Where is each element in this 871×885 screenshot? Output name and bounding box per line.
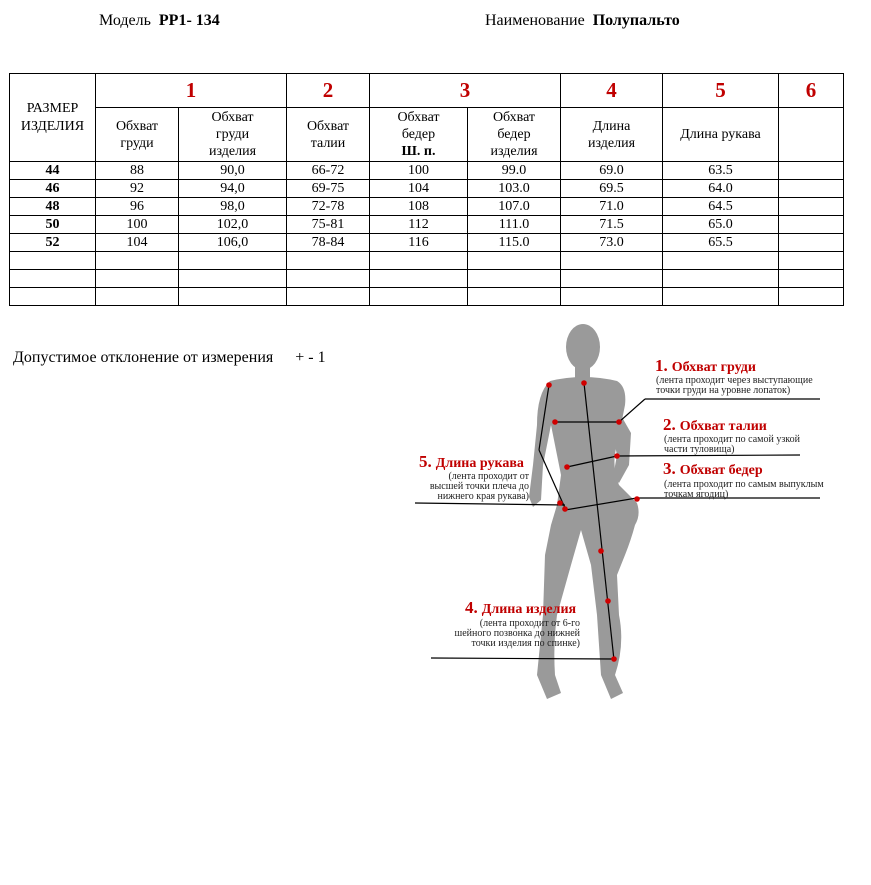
table-row: [10, 180, 844, 198]
value-cell: [287, 252, 370, 270]
size-cell: [10, 288, 96, 306]
column-header-line: Обхват: [115, 118, 159, 134]
value-cell: [179, 252, 287, 270]
annotation-number: 2.: [663, 415, 676, 434]
size-header: РАЗМЕР ИЗДЕЛИЯ: [20, 100, 85, 134]
column-header: [779, 108, 844, 162]
value-cell: 75-81: [287, 216, 370, 234]
value-cell: 90,0: [179, 162, 287, 180]
group-number-1: 1: [96, 74, 287, 108]
value-cell: [779, 252, 844, 270]
column-header-row: [10, 108, 844, 162]
column-header-line: Обхват: [492, 110, 536, 125]
table-row: [10, 252, 844, 270]
column-header: [663, 108, 779, 162]
table-row: [10, 198, 844, 216]
value-cell: 65.5: [663, 234, 779, 252]
column-header-line: талии: [310, 135, 346, 151]
group-number-6: 6: [779, 74, 844, 108]
group-number-5: 5: [663, 74, 779, 108]
column-header-line: бедер: [497, 127, 531, 142]
value-cell: 73.0: [561, 234, 663, 252]
value-cell: 115.0: [468, 234, 561, 252]
value-cell: [287, 270, 370, 288]
annotation-number: 1.: [655, 356, 668, 375]
model-header: [99, 12, 220, 30]
annotation-title: Длина рукава: [435, 456, 524, 471]
table-row: [10, 288, 844, 306]
table-row: [10, 162, 844, 180]
column-header-line: груди: [120, 135, 154, 151]
value-cell: [561, 288, 663, 306]
value-cell: [96, 270, 179, 288]
annotation-chest: [655, 356, 813, 396]
annotation-waist: [663, 415, 801, 455]
annotation-title: Обхват груди: [671, 360, 756, 375]
svg-text:1. Обхват груди: [655, 356, 756, 375]
value-cell: [779, 234, 844, 252]
size-cell: [10, 252, 96, 270]
column-header-line: бедер: [401, 127, 436, 142]
annotation-hips: [663, 459, 824, 500]
annotation-sub: (лента проходит через выступающие: [656, 375, 813, 386]
value-cell: [96, 252, 179, 270]
value-cell: 98,0: [179, 198, 287, 216]
value-cell: 94,0: [179, 180, 287, 198]
value-cell: [468, 252, 561, 270]
value-cell: [779, 288, 844, 306]
column-header-line: Длина: [592, 118, 631, 134]
size-table: [9, 73, 844, 306]
value-cell: 69.0: [561, 162, 663, 180]
value-cell: 100: [370, 162, 468, 180]
tolerance-value: + - 1: [295, 349, 326, 366]
column-header: [287, 108, 370, 162]
annotation-sub: части туловища): [664, 444, 735, 455]
annotation-sub: высшей точки плеча до: [429, 481, 529, 492]
value-cell: 104: [96, 234, 179, 252]
value-cell: 88: [96, 162, 179, 180]
group-number-4: 4: [561, 74, 663, 108]
group-number-3: 3: [370, 74, 561, 108]
value-cell: 108: [370, 198, 468, 216]
size-cell: 48: [10, 198, 96, 216]
value-cell: 71.0: [561, 198, 663, 216]
value-cell: 64.5: [663, 198, 779, 216]
value-cell: 112: [370, 216, 468, 234]
group-number-2: 2: [287, 74, 370, 108]
value-cell: [370, 252, 468, 270]
annotation-sub: (лента проходит от 6-го: [479, 618, 580, 629]
value-cell: [370, 288, 468, 306]
value-cell: 69.5: [561, 180, 663, 198]
column-header-line: изделия: [587, 135, 636, 151]
table-row: [10, 216, 844, 234]
name-value: Полупальто: [592, 12, 680, 29]
value-cell: [468, 270, 561, 288]
column-header: [96, 108, 179, 162]
value-cell: 64.0: [663, 180, 779, 198]
annotation-sleeve: [419, 452, 530, 502]
value-cell: 78-84: [287, 234, 370, 252]
value-cell: [561, 270, 663, 288]
value-cell: 107.0: [468, 198, 561, 216]
annotation-length: [455, 598, 581, 649]
column-header: [561, 108, 663, 162]
value-cell: 103.0: [468, 180, 561, 198]
column-header-line: Обхват: [306, 118, 350, 134]
column-header-line: изделия: [490, 144, 538, 159]
value-cell: [561, 252, 663, 270]
value-cell: 66-72: [287, 162, 370, 180]
value-cell: [779, 180, 844, 198]
annotation-sub: точки изделия по спинке): [471, 638, 580, 649]
annotation-sub: (лента проходит по самой узкой: [664, 434, 800, 445]
annotation-title: Обхват бедер: [679, 463, 763, 478]
model-label: Модель: [99, 12, 151, 29]
annotation-sub: точкам ягодиц): [664, 489, 729, 500]
column-header-line: Обхват: [397, 110, 440, 125]
tolerance-label: Допустимое отклонение от измерения: [13, 349, 274, 366]
svg-text:3. Обхват бедер: [663, 459, 763, 478]
value-cell: 69-75: [287, 180, 370, 198]
annotation-number: 4.: [465, 598, 478, 617]
value-cell: 96: [96, 198, 179, 216]
value-cell: 102,0: [179, 216, 287, 234]
value-cell: [779, 198, 844, 216]
value-cell: [96, 288, 179, 306]
size-cell: 52: [10, 234, 96, 252]
table-row: [10, 270, 844, 288]
table-row: [10, 234, 844, 252]
value-cell: [179, 270, 287, 288]
value-cell: [468, 288, 561, 306]
svg-text:2. Обхват талии: [663, 415, 767, 434]
value-cell: 71.5: [561, 216, 663, 234]
annotation-sub: точки груди на уровне лопаток): [656, 385, 791, 396]
value-cell: 116: [370, 234, 468, 252]
value-cell: 99.0: [468, 162, 561, 180]
size-cell: 46: [10, 180, 96, 198]
column-header: [179, 108, 287, 162]
value-cell: [370, 270, 468, 288]
product-name-header: [485, 12, 680, 30]
column-header: [370, 108, 468, 162]
model-value: PP1- 134: [158, 12, 220, 29]
annotation-title: Длина изделия: [481, 602, 577, 617]
size-header-cell: [10, 74, 96, 162]
value-cell: [179, 288, 287, 306]
column-header-line: груди: [215, 127, 250, 142]
annotation-title: Обхват талии: [679, 419, 767, 434]
value-cell: [663, 288, 779, 306]
annotation-number: 5.: [419, 452, 432, 471]
column-header-line: Длина рукава: [680, 127, 761, 142]
value-cell: 92: [96, 180, 179, 198]
value-cell: [663, 270, 779, 288]
svg-text:5. Длина рукава: [419, 452, 524, 471]
annotation-sub: (лента проходит по самым выпуклым: [664, 479, 824, 490]
value-cell: 63.5: [663, 162, 779, 180]
annotation-number: 3.: [663, 459, 676, 478]
measurement-figure: [405, 315, 845, 710]
value-cell: 111.0: [468, 216, 561, 234]
value-cell: 72-78: [287, 198, 370, 216]
column-header-line: изделия: [208, 144, 257, 159]
column-header-bold-line: Ш. п.: [401, 144, 436, 159]
size-cell: 44: [10, 162, 96, 180]
value-cell: [287, 288, 370, 306]
name-label: Наименование: [485, 12, 585, 29]
value-cell: 104: [370, 180, 468, 198]
value-cell: [779, 270, 844, 288]
annotation-sub: (лента проходит от: [448, 471, 529, 482]
column-header-line: Обхват: [211, 110, 254, 125]
annotation-sub: шейного позвонка до нижней: [454, 628, 580, 639]
value-cell: [663, 252, 779, 270]
size-cell: 50: [10, 216, 96, 234]
value-cell: [779, 216, 844, 234]
value-cell: 106,0: [179, 234, 287, 252]
annotation-sub: нижнего края рукава): [437, 491, 529, 502]
value-cell: [779, 162, 844, 180]
value-cell: 100: [96, 216, 179, 234]
tolerance-note: [13, 349, 326, 367]
size-cell: [10, 270, 96, 288]
value-cell: 65.0: [663, 216, 779, 234]
column-header: [468, 108, 561, 162]
table-body: [10, 162, 844, 306]
